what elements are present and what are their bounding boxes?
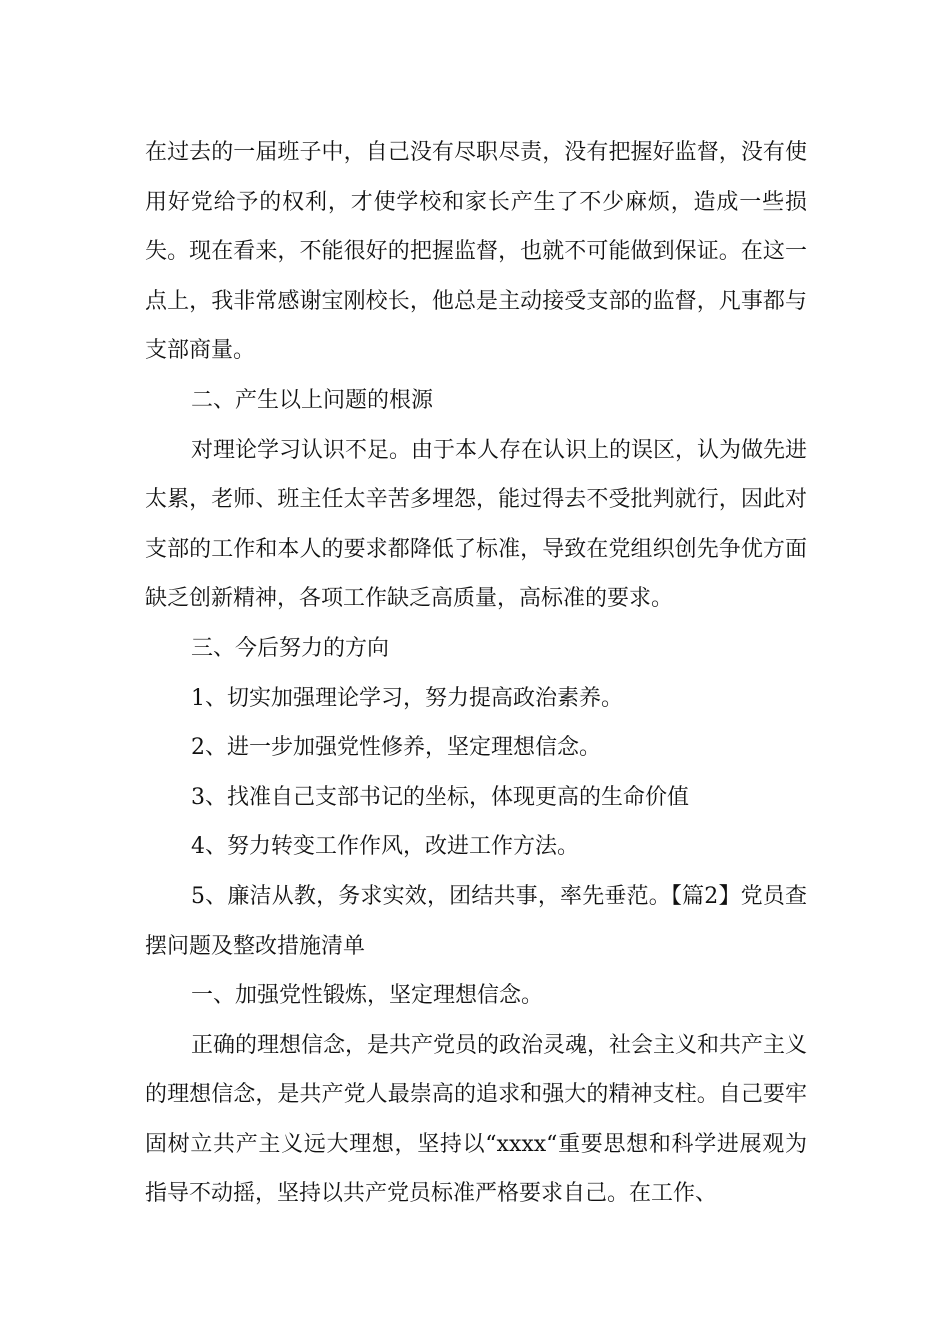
heading-future-direction: 三、今后努力的方向 <box>191 635 390 661</box>
paragraph-theory-study: 对理论学习认识不足。由于本人存在认识上的误区，认为做先进太累，老师、班主任太辛苦多埋怨，能过得去不受批判就行，因此对支部的工作和本人的要求都降低了标准，导致在党组织创先争优方面缺乏创新精神，各项工作缺乏高质量，高标准的要求。 <box>145 437 808 612</box>
heading-party-spirit: 一、加强党性锻炼，坚定理想信念。 <box>191 983 544 1009</box>
list-item-4: 4、努力转变工作作风，改进工作方法。 <box>191 834 579 860</box>
list-item-5: 5、廉洁从教，务求实效，团结共事，率先垂范。【篇2】党员查摆问题及整改措施清单 <box>145 883 807 959</box>
paragraph-supervision: 在过去的一届班子中，自己没有尽职尽责，没有把握好监督，没有使用好党给予的权利，才使学校和家长产生了不少麻烦，造成一些损失。现在看来，不能很好的把握监督，也就不可能做到保证。在这一点上，我非常感谢宝刚校长，他总是主动接受支部的监督，凡事都与支部商量。 <box>145 140 807 364</box>
document-body <box>145 128 807 1219</box>
list-item-1: 1、切实加强理论学习，努力提高政治素养。 <box>191 685 623 711</box>
list-item-3: 3、找准自己支部书记的坐标，体现更高的生命价值 <box>191 784 689 810</box>
heading-root-causes: 二、产生以上问题的根源 <box>191 387 434 413</box>
list-item-2: 2、进一步加强党性修养，坚定理想信念。 <box>191 735 601 761</box>
paragraph-ideals: 正确的理想信念，是共产党员的政治灵魂，社会主义和共产主义的理想信念，是共产党人最崇高的追求和强大的精神支柱。自己要牢固树立共产主义远大理想，坚持以“xxxx“重要思想和科学进展观为指导不动摇，坚持以共产党员标准严格要求自己。在工作、 <box>145 1032 808 1207</box>
